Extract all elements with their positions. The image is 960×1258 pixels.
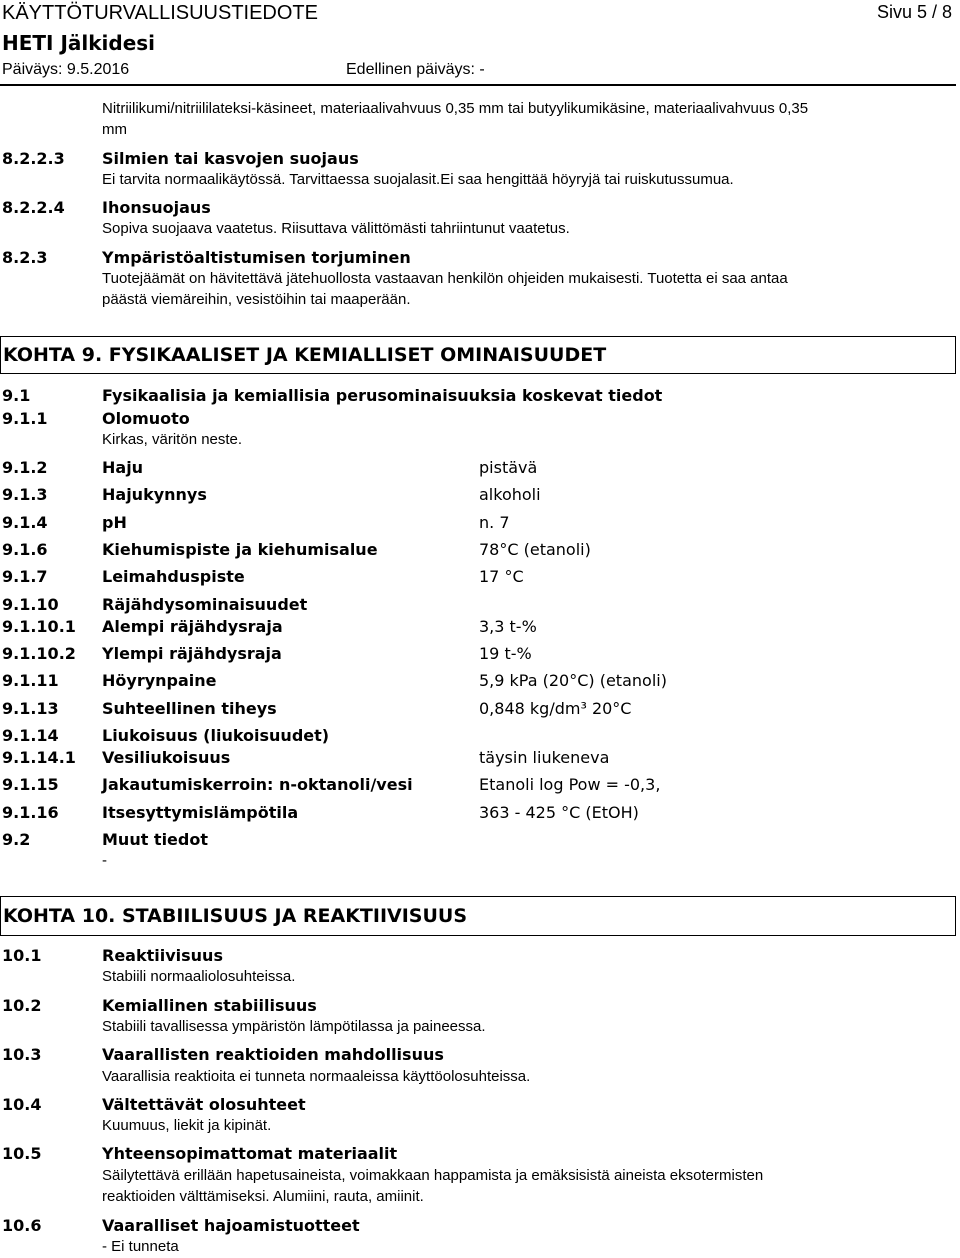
lower-explosive-value: 3,3 t-% bbox=[479, 617, 537, 636]
page-number: Sivu 5 / 8 bbox=[876, 2, 952, 22]
relative-density-value: 0,848 kg/dm³ 20°C bbox=[479, 699, 632, 718]
chemical-stability-title: Kemiallinen stabiilisuus bbox=[102, 996, 317, 1015]
skin-protection-title: Ihonsuojaus bbox=[102, 198, 211, 217]
eye-protection-title: Silmien tai kasvojen suojaus bbox=[102, 149, 359, 168]
lower-explosive-number: 9.1.10.1 bbox=[2, 617, 76, 636]
env-exposure-text-cont: päästä viemäreihin, vesistöihin tai maaperään. bbox=[102, 291, 411, 308]
relative-density-number: 9.1.13 bbox=[2, 699, 59, 718]
appearance-title: Olomuoto bbox=[102, 409, 190, 428]
flash-point-number: 9.1.7 bbox=[2, 567, 48, 586]
decomposition-products-text: - Ei tunneta bbox=[102, 1238, 179, 1255]
document-title: KÄYTTÖTURVALLISUUSTIEDOTE bbox=[2, 2, 318, 24]
header-divider bbox=[0, 84, 956, 86]
hazardous-reactions-number: 10.3 bbox=[2, 1045, 42, 1064]
ph-title: pH bbox=[102, 513, 127, 532]
lower-explosive-title: Alempi räjähdysraja bbox=[102, 617, 283, 636]
skin-protection-number: 8.2.2.4 bbox=[2, 198, 65, 217]
eye-protection-number: 8.2.2.3 bbox=[2, 149, 65, 168]
vapour-pressure-value: 5,9 kPa (20°C) (etanoli) bbox=[479, 671, 667, 690]
odour-threshold-title: Hajukynnys bbox=[102, 485, 207, 504]
section-9-heading bbox=[0, 336, 956, 374]
conditions-avoid-title: Vältettävät olosuhteet bbox=[102, 1095, 306, 1114]
env-exposure-number: 8.2.3 bbox=[2, 248, 48, 267]
previous-date: Edellinen päiväys: - bbox=[346, 61, 485, 78]
decomposition-products-title: Vaaralliset hajoamistuotteet bbox=[102, 1216, 360, 1235]
other-info-number: 9.2 bbox=[2, 830, 31, 849]
autoignition-title: Itsesyttymislämpötila bbox=[102, 803, 299, 822]
odour-threshold-value: alkoholi bbox=[479, 485, 541, 504]
gloves-text-cont: mm bbox=[102, 121, 127, 138]
boiling-point-value: 78°C (etanoli) bbox=[479, 540, 591, 559]
solubility-title: Liukoisuus (liukoisuudet) bbox=[102, 726, 330, 745]
relative-density-title: Suhteellinen tiheys bbox=[102, 699, 277, 718]
appearance-number: 9.1.1 bbox=[2, 409, 48, 428]
skin-protection-text: Sopiva suojaava vaatetus. Riisuttava välittömästi tahriintunut vaatetus. bbox=[102, 220, 570, 237]
odour-threshold-number: 9.1.3 bbox=[2, 485, 48, 504]
incompatible-materials-text: Säilytettävä erillään hapetusaineista, voimakkaan happamista ja emäksisistä aineista eksotermisten bbox=[102, 1167, 764, 1184]
conditions-avoid-text: Kuumuus, liekit ja kipinät. bbox=[102, 1117, 272, 1134]
boiling-point-number: 9.1.6 bbox=[2, 540, 48, 559]
vapour-pressure-title: Höyrynpaine bbox=[102, 671, 217, 690]
other-info-text: - bbox=[102, 852, 107, 869]
other-info-title: Muut tiedot bbox=[102, 830, 208, 849]
appearance-text: Kirkas, väritön neste. bbox=[102, 431, 243, 448]
incompatible-materials-number: 10.5 bbox=[2, 1144, 42, 1163]
partition-coefficient-title: Jakautumiskerroin: n-oktanoli/vesi bbox=[102, 775, 413, 794]
upper-explosive-title: Ylempi räjähdysraja bbox=[102, 644, 282, 663]
section-10-heading bbox=[0, 896, 956, 936]
autoignition-value: 363 - 425 °C (EtOH) bbox=[479, 803, 639, 822]
ph-value: n. 7 bbox=[479, 513, 510, 532]
env-exposure-text: Tuotejäämät on hävitettävä jätehuollosta vastaavan henkilön ohjeiden mukaisesti. Tuotetta ei saa antaa bbox=[102, 270, 788, 287]
solubility-number: 9.1.14 bbox=[2, 726, 59, 745]
odour-title: Haju bbox=[102, 458, 144, 477]
explosive-title: Räjähdysominaisuudet bbox=[102, 595, 308, 614]
incompatible-materials-title: Yhteensopimattomat materiaalit bbox=[102, 1144, 398, 1163]
reactivity-title: Reaktiivisuus bbox=[102, 946, 223, 965]
partition-coefficient-number: 9.1.15 bbox=[2, 775, 59, 794]
reactivity-number: 10.1 bbox=[2, 946, 42, 965]
hazardous-reactions-title: Vaarallisten reaktioiden mahdollisuus bbox=[102, 1045, 444, 1064]
hazardous-reactions-text: Vaarallisia reaktioita ei tunneta normaaleissa käyttöolosuhteissa. bbox=[102, 1068, 531, 1085]
eye-protection-text: Ei tarvita normaalikäytössä. Tarvittaessa suojalasit.Ei saa hengittää höyryjä tai ruiskutussumua. bbox=[102, 171, 734, 188]
conditions-avoid-number: 10.4 bbox=[2, 1095, 42, 1114]
basic-properties-title: Fysikaalisia ja kemiallisia perusominaisuuksia koskevat tiedot bbox=[102, 386, 663, 405]
water-solubility-title: Vesiliukoisuus bbox=[102, 748, 231, 767]
revision-date: Päiväys: 9.5.2016 bbox=[2, 61, 130, 78]
flash-point-value: 17 °C bbox=[479, 567, 524, 586]
odour-number: 9.1.2 bbox=[2, 458, 48, 477]
incompatible-materials-text-cont: reaktioiden välttämiseksi. Alumiini, rauta, amiinit. bbox=[102, 1188, 424, 1205]
autoignition-number: 9.1.16 bbox=[2, 803, 59, 822]
reactivity-text: Stabiili normaaliolosuhteissa. bbox=[102, 968, 296, 985]
ph-number: 9.1.4 bbox=[2, 513, 48, 532]
partition-coefficient-value: Etanoli log Pow = -0,3, bbox=[479, 775, 661, 794]
section-10-title: KOHTA 10. STABIILISUUS JA REAKTIIVISUUS bbox=[3, 905, 468, 927]
upper-explosive-number: 9.1.10.2 bbox=[2, 644, 76, 663]
vapour-pressure-number: 9.1.11 bbox=[2, 671, 59, 690]
chemical-stability-number: 10.2 bbox=[2, 996, 42, 1015]
odour-value: pistävä bbox=[479, 458, 538, 477]
env-exposure-title: Ympäristöaltistumisen torjuminen bbox=[102, 248, 411, 267]
section-9-title: KOHTA 9. FYSIKAALISET JA KEMIALLISET OMINAISUUDET bbox=[3, 344, 607, 366]
boiling-point-title: Kiehumispiste ja kiehumisalue bbox=[102, 540, 378, 559]
chemical-stability-text: Stabiili tavallisessa ympäristön lämpötilassa ja paineessa. bbox=[102, 1018, 486, 1035]
water-solubility-value: täysin liukeneva bbox=[479, 748, 610, 767]
flash-point-title: Leimahduspiste bbox=[102, 567, 245, 586]
decomposition-products-number: 10.6 bbox=[2, 1216, 42, 1235]
explosive-number: 9.1.10 bbox=[2, 595, 59, 614]
upper-explosive-value: 19 t-% bbox=[479, 644, 532, 663]
water-solubility-number: 9.1.14.1 bbox=[2, 748, 76, 767]
product-name: HETI Jälkidesi bbox=[2, 31, 156, 55]
basic-properties-number: 9.1 bbox=[2, 386, 31, 405]
gloves-text: Nitriilikumi/nitriililateksi-käsineet, materiaalivahvuus 0,35 mm tai butyylikumikäsine, materiaalivahvuus 0,35 bbox=[102, 100, 809, 117]
